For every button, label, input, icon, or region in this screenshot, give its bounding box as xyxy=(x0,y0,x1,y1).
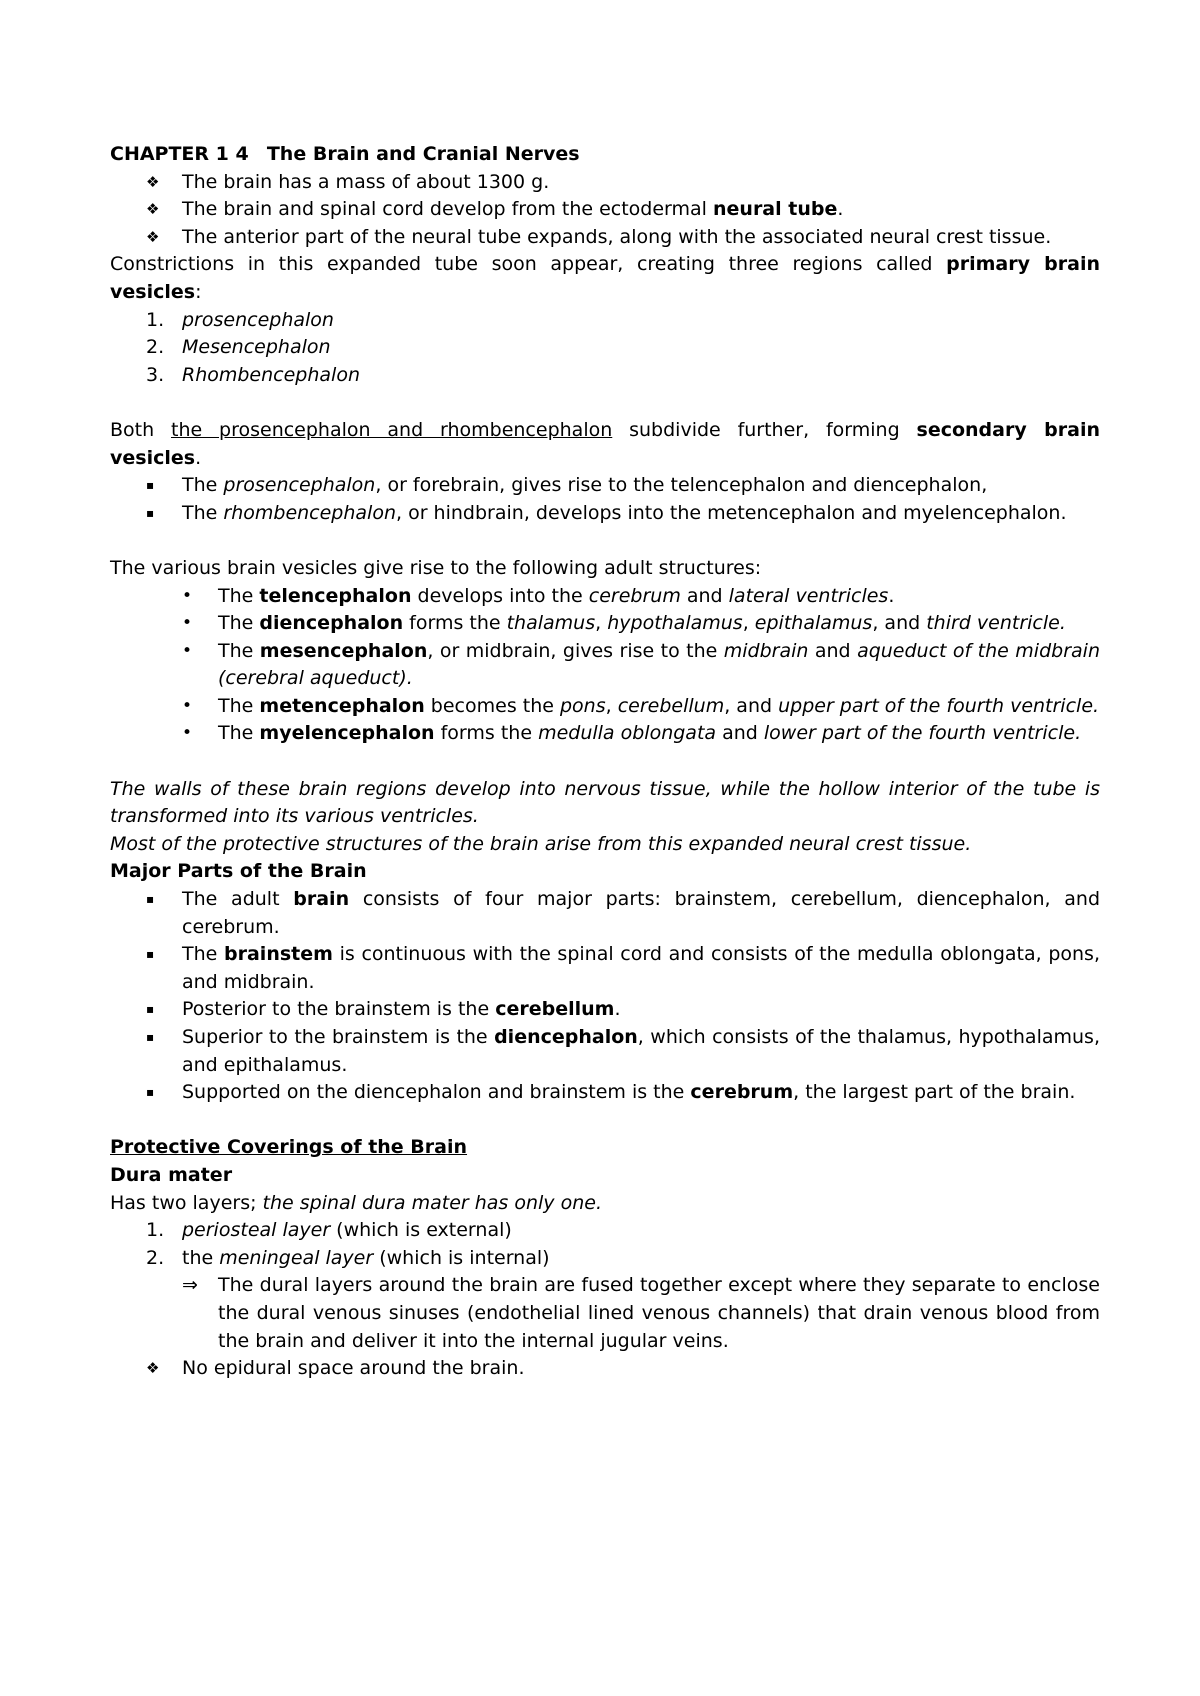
numbered-item: 1. prosencephalon xyxy=(146,308,334,331)
bullet-icon: • xyxy=(182,640,193,661)
square-bullet-icon: ▪ xyxy=(146,1085,155,1100)
list-item: ▪ The prosencephalon, or forebrain, gives rise to the telencephalon and diencephalon, xyxy=(110,472,1100,500)
list-item: ⇒ The dural layers around the brain are fused together except where they separate to enclose the dural venous sinuses (endothelial lined venous channels) that drain venous blood from the brain and deliver it into the internal jugular veins. xyxy=(182,1274,1100,1352)
bullet-icon: • xyxy=(182,613,193,634)
square-bullet-icon: ▪ xyxy=(146,478,155,493)
bullet-icon: • xyxy=(182,695,193,716)
diamond-bullet-icon: ❖ xyxy=(146,200,160,219)
chapter-title xyxy=(110,141,1100,169)
protective-note: Most of the protective structures of the brain arise from this expanded neural crest tissue. xyxy=(110,832,972,855)
bullet-icon: • xyxy=(182,723,193,744)
list-item: ▪ The adult brain consists of four major parts: brainstem, cerebellum, diencephalon, and cerebrum. xyxy=(146,888,1100,938)
square-bullet-icon: ▪ xyxy=(146,505,155,520)
chapter-name: The Brain and Cranial Nerves xyxy=(266,143,580,165)
list-item: ❖ The brain has a mass of about 1300 g. xyxy=(110,169,1100,197)
bullet-icon: • xyxy=(182,585,193,606)
square-bullet-icon: ▪ xyxy=(146,1002,155,1017)
dura-paragraph: Has two layers; the spinal dura mater has only one. xyxy=(110,1191,602,1214)
walls-note: The walls of these brain regions develop into nervous tissue, while the hollow interior of the tube is transformed into its various ventricles. xyxy=(110,777,1100,828)
major-parts-heading: Major Parts of the Brain xyxy=(110,860,367,883)
square-bullet-icon: ▪ xyxy=(146,892,155,907)
list-item: ❖ The brain and spinal cord develop from the ectodermal neural tube. xyxy=(110,196,1100,224)
list-item: ❖ The anterior part of the neural tube expands, along with the associated neural crest tissue. xyxy=(110,224,1100,252)
list-item: ▪ The rhombencephalon, or hindbrain, develops into the metencephalon and myelencephalon. xyxy=(110,500,1100,528)
document-page xyxy=(110,141,1100,1383)
list-item: ▪ Posterior to the brainstem is the cerebellum. xyxy=(110,996,1100,1024)
list-item: ▪ The brainstem is continuous with the spinal cord and consists of the medulla oblongata, pons, and midbrain. xyxy=(146,943,1100,993)
list-item: • The diencephalon forms the thalamus, hypothalamus, epithalamus, and third ventricle. xyxy=(110,610,1100,638)
list-item: • The metencephalon becomes the pons, cerebellum, and upper part of the fourth ventricle. xyxy=(110,693,1100,721)
list-item: • The mesencephalon, or midbrain, gives rise to the midbrain and aqueduct of the midbrain (cerebral aqueduct). xyxy=(182,639,1100,690)
coverings-heading: Protective Coverings of the Brain xyxy=(110,1136,468,1159)
dura-heading: Dura mater xyxy=(110,1163,233,1186)
arrow-right-icon: ⇒ xyxy=(182,1274,198,1297)
list-item: ▪ Supported on the diencephalon and brainstem is the cerebrum, the largest part of the brain. xyxy=(110,1079,1100,1107)
numbered-item: 3. Rhombencephalon xyxy=(146,363,360,386)
diamond-bullet-icon: ❖ xyxy=(146,172,160,191)
square-bullet-icon: ▪ xyxy=(146,1030,155,1044)
list-item: • The myelencephalon forms the medulla oblongata and lower part of the fourth ventricle. xyxy=(110,720,1100,748)
list-item: • The telencephalon develops into the cerebrum and lateral ventricles. xyxy=(110,583,1100,611)
numbered-item: 1. periosteal layer (which is external) xyxy=(146,1219,512,1242)
list-item: ▪ Superior to the brainstem is the diencephalon, which consists of the thalamus, hypothalamus, and epithalamus. xyxy=(146,1026,1100,1076)
square-bullet-icon: ▪ xyxy=(146,947,155,962)
list-item: ❖ No epidural space around the brain. xyxy=(110,1355,1100,1383)
adult-intro: The various brain vesicles give rise to the following adult structures: xyxy=(110,556,762,579)
chapter-number: CHAPTER 1 4 xyxy=(110,143,249,165)
numbered-item: 2. Mesencephalon xyxy=(146,336,331,359)
diamond-bullet-icon: ❖ xyxy=(146,227,160,246)
secondary-paragraph: Both the prosencephalon and rhombencephalon subdivide further, forming secondary brain vesicles. xyxy=(110,418,1100,469)
diamond-bullet-icon: ❖ xyxy=(146,1359,160,1378)
constrictions-paragraph: Constrictions in this expanded tube soon appear, creating three regions called primary brain vesicles: xyxy=(110,253,1100,303)
numbered-item: 2. the meningeal layer (which is internal) xyxy=(146,1246,550,1269)
